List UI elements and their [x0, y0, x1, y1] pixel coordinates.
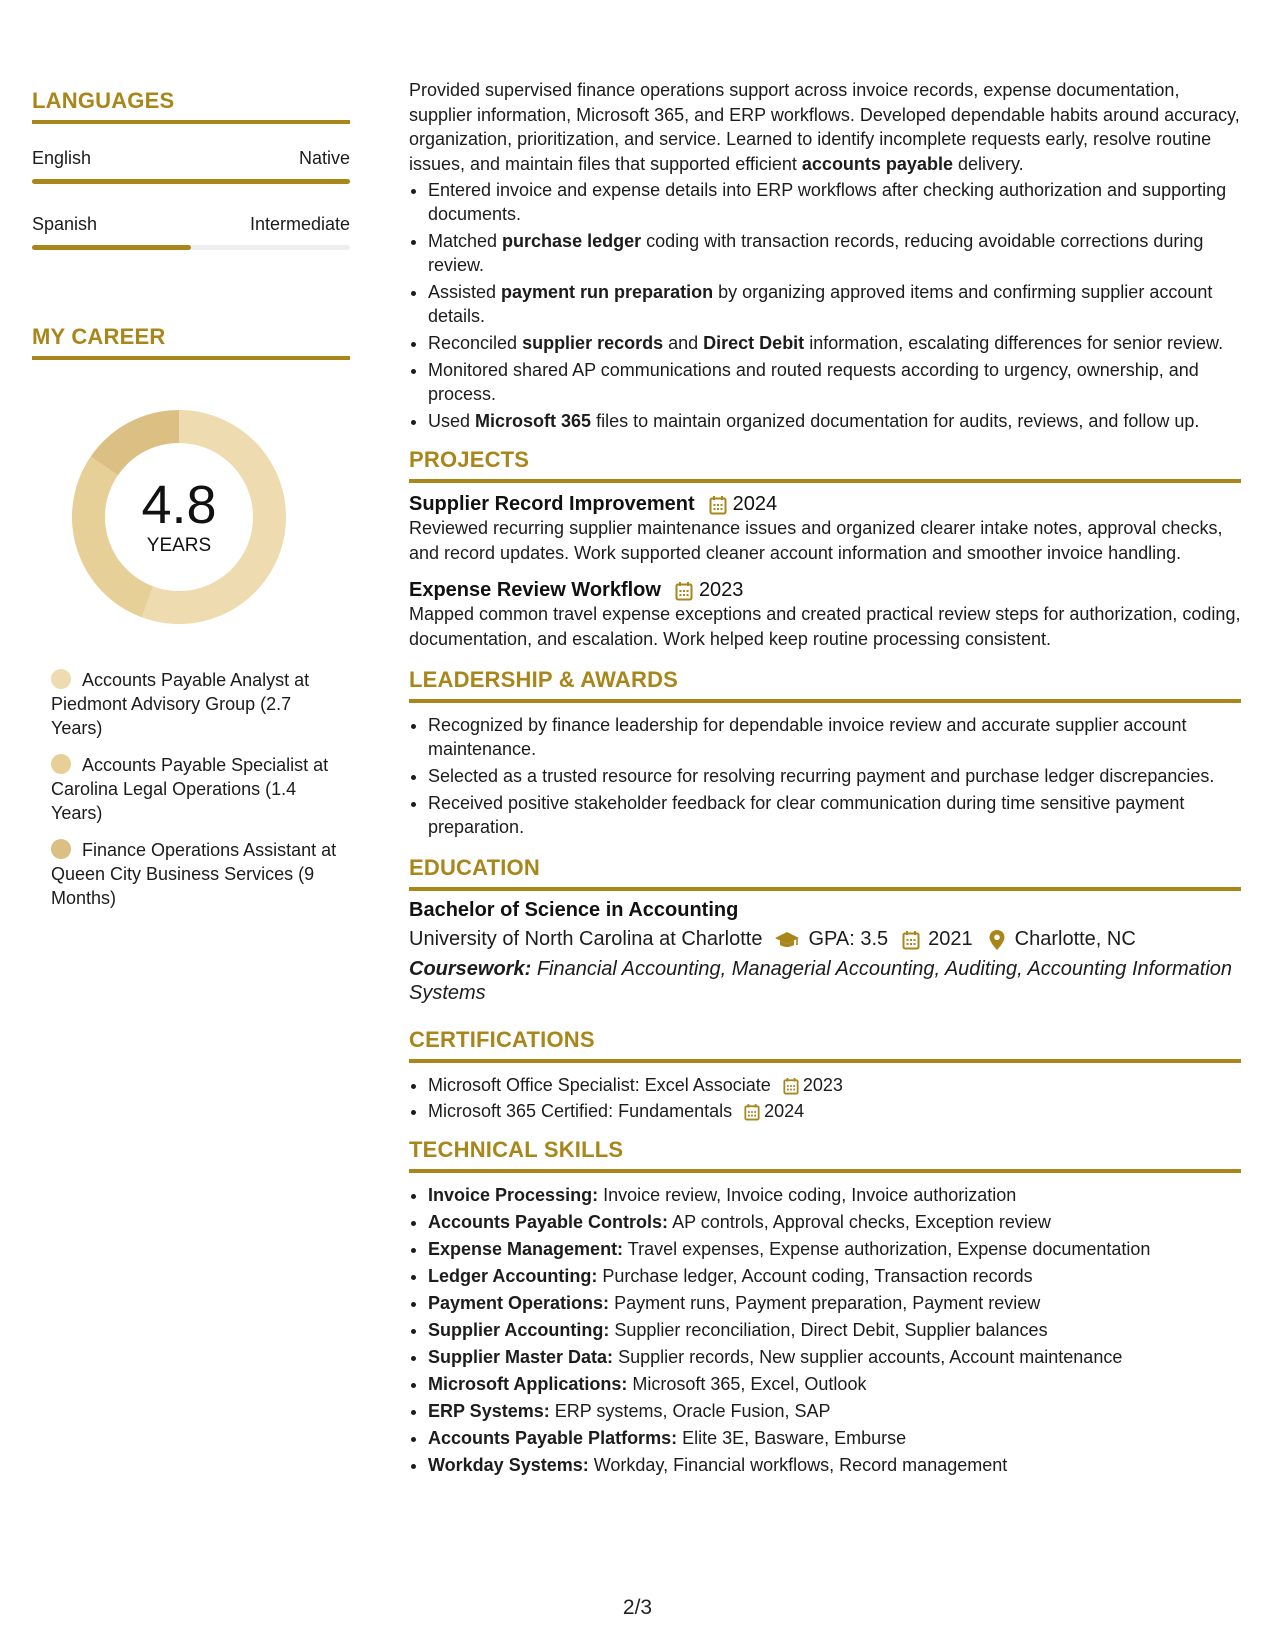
school-name: University of North Carolina at Charlotte — [409, 928, 763, 950]
career-donut-chart — [64, 402, 294, 632]
language-name: Spanish — [32, 214, 98, 234]
project-title — [409, 579, 1241, 602]
skill-category: Invoice Processing: — [428, 1185, 599, 1205]
skill-item — [428, 1399, 1241, 1424]
language-proficiency-fill — [32, 245, 191, 250]
projects-section — [409, 447, 1241, 651]
page-number: 2/3 — [622, 1596, 653, 1619]
certification-name: Microsoft 365 Certified: Fundamentals — [428, 1101, 733, 1121]
projects-heading: PROJECTS — [409, 447, 1241, 483]
skill-item — [428, 1264, 1241, 1289]
career-legend-label: Accounts Payable Analyst at Piedmont Advisory Group (2.7 Years) — [51, 670, 310, 738]
skill-category: ERP Systems: — [428, 1401, 550, 1421]
skill-values: Supplier reconciliation, Direct Debit, Supplier balances — [614, 1320, 1048, 1340]
calendar-icon — [675, 581, 693, 601]
career-donut-center — [64, 402, 294, 632]
skill-item — [428, 1453, 1241, 1478]
certification-name: Microsoft Office Specialist: Excel Associate — [428, 1075, 771, 1095]
coursework-label: Coursework: — [409, 958, 532, 980]
legend-dot — [51, 669, 71, 689]
skill-values: AP controls, Approval checks, Exception review — [672, 1212, 1051, 1232]
skill-category: Supplier Master Data: — [428, 1347, 614, 1367]
skill-category: Workday Systems: — [428, 1455, 589, 1475]
skill-values: Microsoft 365, Excel, Outlook — [632, 1374, 867, 1394]
certification-item — [428, 1099, 1241, 1123]
skill-category: Payment Operations: — [428, 1293, 610, 1313]
career-legend-item — [51, 838, 341, 910]
certifications-heading: CERTIFICATIONS — [409, 1027, 1241, 1063]
language-item — [32, 214, 350, 250]
legend-dot — [51, 839, 71, 859]
skill-item — [428, 1237, 1241, 1262]
certification-year: 2023 — [802, 1075, 843, 1095]
language-proficiency-fill — [32, 179, 350, 184]
language-level: Intermediate — [249, 214, 350, 234]
coursework-list: Financial Accounting, Managerial Accounting, Auditing, Accounting Information Systems — [409, 958, 1233, 1004]
degree-title: Bachelor of Science in Accounting — [409, 899, 739, 921]
sidebar — [32, 88, 350, 923]
experience-bullet: • Reconciled supplier records and Direct Debit information, escalating differences for senior review. — [428, 331, 1241, 355]
calendar-icon — [709, 495, 727, 515]
career-legend-label: Accounts Payable Specialist at Carolina Legal Operations (1.4 Years) — [51, 755, 329, 823]
graduation-year: 2021 — [928, 928, 973, 950]
skill-category: Expense Management: — [428, 1239, 624, 1259]
project-year: 2023 — [698, 579, 744, 601]
career-total-unit: YEARS — [146, 535, 212, 556]
certifications-section — [409, 1027, 1241, 1123]
summary-text: Provided supervised finance operations support across invoice records, expense documentation, supplier information, Microsoft 365, and ERP workflows. Developed dependable habits around accuracy, organization, prioritization, and service. Learned to identify incomplete requests early, resolve routine issues, and maintain files that supported efficient — [409, 80, 1240, 174]
language-proficiency-bar — [32, 179, 350, 184]
language-name: English — [32, 148, 92, 168]
project-name: Expense Review Workflow — [409, 579, 661, 601]
experience-bullet: • Assisted payment run preparation by organizing approved items and confirming supplier account details. — [428, 280, 1241, 328]
skill-values: Travel expenses, Expense authorization, Expense documentation — [627, 1239, 1151, 1259]
leadership-section — [409, 667, 1241, 839]
language-item — [32, 148, 350, 184]
skill-category: Accounts Payable Controls: — [428, 1212, 669, 1232]
skills-section — [409, 1137, 1241, 1478]
certification-year: 2024 — [764, 1101, 805, 1121]
skill-category: Ledger Accounting: — [428, 1266, 598, 1286]
languages-heading: LANGUAGES — [32, 88, 350, 124]
gpa: GPA: 3.5 — [808, 928, 889, 950]
education-details — [409, 928, 1241, 951]
certifications-list — [409, 1073, 1241, 1123]
graduation-cap-icon — [774, 930, 800, 950]
experience-bullet: • Matched purchase ledger coding with transaction records, reducing avoidable corrections during review. — [428, 229, 1241, 277]
certification-item — [428, 1073, 1241, 1097]
summary-text-end: delivery. — [952, 153, 1024, 174]
career-legend-label: Finance Operations Assistant at Queen City Business Services (9 Months) — [51, 840, 337, 908]
career-legend-item — [51, 668, 341, 740]
career-heading: MY CAREER — [32, 324, 350, 360]
location-pin-icon — [989, 930, 1005, 950]
skill-values: Payment runs, Payment preparation, Payment review — [614, 1293, 1041, 1313]
language-level: Native — [298, 148, 350, 168]
coursework — [409, 957, 1241, 1005]
skill-item — [428, 1372, 1241, 1397]
skill-values: Purchase ledger, Account coding, Transaction records — [602, 1266, 1033, 1286]
skill-item — [428, 1318, 1241, 1343]
career-legend-item — [51, 753, 341, 825]
skill-values: Invoice review, Invoice coding, Invoice authorization — [603, 1185, 1017, 1205]
education-section — [409, 855, 1241, 1005]
leadership-item: • Selected as a trusted resource for resolving recurring payment and purchase ledger discrepancies. — [428, 764, 1241, 788]
skill-category: Accounts Payable Platforms: — [428, 1428, 678, 1448]
project-year: 2024 — [732, 493, 778, 515]
skill-item — [428, 1291, 1241, 1316]
skill-item — [428, 1426, 1241, 1451]
experience-bullets — [409, 178, 1241, 433]
career-total-years: 4.8 — [141, 475, 217, 535]
skill-values: Elite 3E, Basware, Emburse — [682, 1428, 907, 1448]
skill-values: Workday, Financial workflows, Record management — [593, 1455, 1008, 1475]
experience-bullet: • Monitored shared AP communications and routed requests according to urgency, ownership, and process. — [428, 358, 1241, 406]
legend-dot — [51, 754, 71, 774]
calendar-icon — [902, 930, 920, 950]
leadership-list — [409, 713, 1241, 839]
skill-category: Supplier Accounting: — [428, 1320, 610, 1340]
leadership-item: • Received positive stakeholder feedback for clear communication during time sensitive payment preparation. — [428, 791, 1241, 839]
project-description: Reviewed recurring supplier maintenance issues and organized clearer intake notes, approval checks, and record updates. Work supported cleaner account information and smoother invoice handling. — [409, 518, 1223, 563]
skill-item — [428, 1210, 1241, 1235]
leadership-heading: LEADERSHIP & AWARDS — [409, 667, 1241, 703]
main-content — [409, 78, 1241, 1480]
project-name: Supplier Record Improvement — [409, 493, 695, 515]
career-legend — [51, 668, 341, 910]
skills-list — [409, 1183, 1241, 1478]
leadership-item: • Recognized by finance leadership for dependable invoice review and accurate supplier account maintenance. — [428, 713, 1241, 761]
language-proficiency-bar — [32, 245, 350, 250]
project-description: Mapped common travel expense exceptions and created practical review steps for authorization, coding, documentation, and escalation. Work helped keep routine processing consistent. — [409, 604, 1241, 649]
skill-item — [428, 1345, 1241, 1370]
school-location: Charlotte, NC — [1014, 928, 1136, 950]
experience-summary — [409, 78, 1241, 176]
skill-values: ERP systems, Oracle Fusion, SAP — [554, 1401, 831, 1421]
experience-bullet: • Used Microsoft 365 files to maintain organized documentation for audits, reviews, and follow up. — [428, 409, 1241, 433]
project-title — [409, 493, 1241, 516]
skill-values: Supplier records, New supplier accounts, Account maintenance — [618, 1347, 1123, 1367]
education-heading: EDUCATION — [409, 855, 1241, 891]
skill-category: Microsoft Applications: — [428, 1374, 628, 1394]
skills-heading: TECHNICAL SKILLS — [409, 1137, 1241, 1173]
calendar-icon — [744, 1103, 760, 1121]
summary-bold: accounts payable — [801, 153, 953, 174]
experience-bullet: • Entered invoice and expense details into ERP workflows after checking authorization and supporting documents. — [428, 178, 1241, 226]
calendar-icon — [783, 1077, 799, 1095]
skill-item — [428, 1183, 1241, 1208]
